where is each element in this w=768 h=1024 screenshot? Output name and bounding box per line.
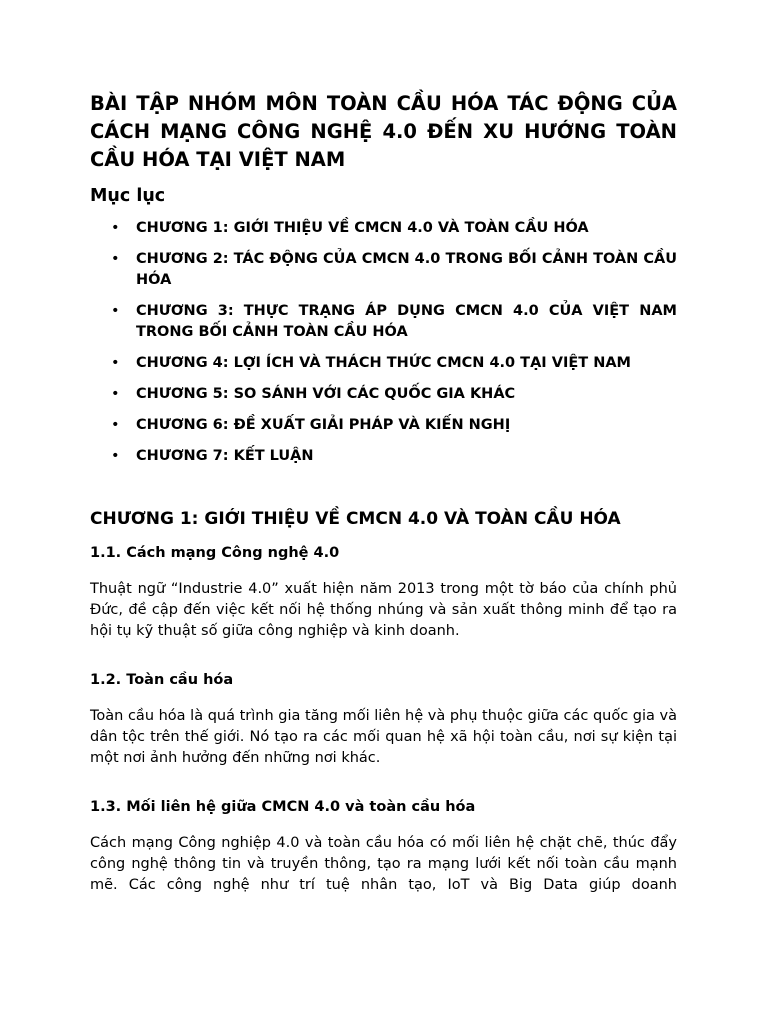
bullet-icon: • — [111, 386, 120, 402]
chapter-1-heading: CHƯƠNG 1: GIỚI THIỆU VỀ CMCN 4.0 VÀ TOÀN CẦU HÓA — [90, 509, 621, 529]
toc-item-label: CHƯƠNG 3: THỰC TRẠNG ÁP DỤNG CMCN 4.0 CỦA VIỆT NAM TRONG BỐI CẢNH TOÀN CẦU HÓA — [136, 303, 677, 340]
toc-item-chapter-3 — [90, 301, 677, 343]
section-1-1-heading: 1.1. Cách mạng Công nghệ 4.0 — [90, 545, 340, 561]
section-1-3-paragraph: Cách mạng Công nghiệp 4.0 và toàn cầu hóa có mối liên hệ chặt chẽ, thúc đẩy công nghệ thông tin và truyền thông, tạo ra mạng lưới kết nối toàn cầu mạnh mẽ. Các công nghệ như trí tuệ nhân tạo, IoT và Big Data giúp doanh — [90, 835, 677, 893]
toc-item-chapter-1 — [90, 218, 677, 239]
toc-item-label: CHƯƠNG 5: SO SÁNH VỚI CÁC QUỐC GIA KHÁC — [136, 386, 516, 402]
section-1-2-heading: 1.2. Toàn cầu hóa — [90, 672, 234, 688]
bullet-icon: • — [111, 220, 120, 236]
bullet-icon: • — [111, 355, 120, 371]
document-page — [90, 90, 677, 896]
toc-item-chapter-5 — [90, 384, 677, 405]
toc-item-label: CHƯƠNG 2: TÁC ĐỘNG CỦA CMCN 4.0 TRONG BỐI CẢNH TOÀN CẦU HÓA — [136, 251, 677, 288]
bullet-icon: • — [111, 251, 120, 267]
toc-list — [90, 218, 677, 467]
toc-item-label: CHƯƠNG 1: GIỚI THIỆU VỀ CMCN 4.0 VÀ TOÀN CẦU HÓA — [136, 220, 589, 236]
section-1-2-paragraph: Toàn cầu hóa là quá trình gia tăng mối liên hệ và phụ thuộc giữa các quốc gia và dân tộc trên thế giới. Nó tạo ra các mối quan hệ xã hội toàn cầu, nơi sự kiện tại một nơi ảnh hưởng đến những nơi khác. — [90, 708, 677, 766]
toc-item-label: CHƯƠNG 4: LỢI ÍCH VÀ THÁCH THỨC CMCN 4.0 TẠI VIỆT NAM — [136, 355, 631, 371]
bullet-icon: • — [111, 417, 120, 433]
toc-item-label: CHƯƠNG 7: KẾT LUẬN — [136, 448, 314, 464]
section-1-3-heading: 1.3. Mối liên hệ giữa CMCN 4.0 và toàn cầu hóa — [90, 799, 476, 815]
section-1-1-paragraph: Thuật ngữ “Industrie 4.0” xuất hiện năm 2013 trong một tờ báo của chính phủ Đức, đề cập đến việc kết nối hệ thống nhúng và sản xuất thông minh để tạo ra hội tụ kỹ thuật số giữa công nghiệp và kinh doanh. — [90, 581, 677, 639]
toc-item-label: CHƯƠNG 6: ĐỀ XUẤT GIẢI PHÁP VÀ KIẾN NGHỊ — [136, 417, 511, 433]
document-title: BÀI TẬP NHÓM MÔN TOÀN CẦU HÓA TÁC ĐỘNG CỦA CÁCH MẠNG CÔNG NGHỆ 4.0 ĐẾN XU HƯỚNG TOÀN CẦU HÓA TẠI VIỆT NAM — [90, 92, 677, 171]
toc-item-chapter-4 — [90, 353, 677, 374]
toc-item-chapter-7 — [90, 446, 677, 467]
bullet-icon: • — [111, 448, 120, 464]
toc-item-chapter-6 — [90, 415, 677, 436]
toc-heading: Mục lục — [90, 186, 166, 206]
toc-item-chapter-2 — [90, 249, 677, 291]
bullet-icon: • — [111, 303, 120, 319]
